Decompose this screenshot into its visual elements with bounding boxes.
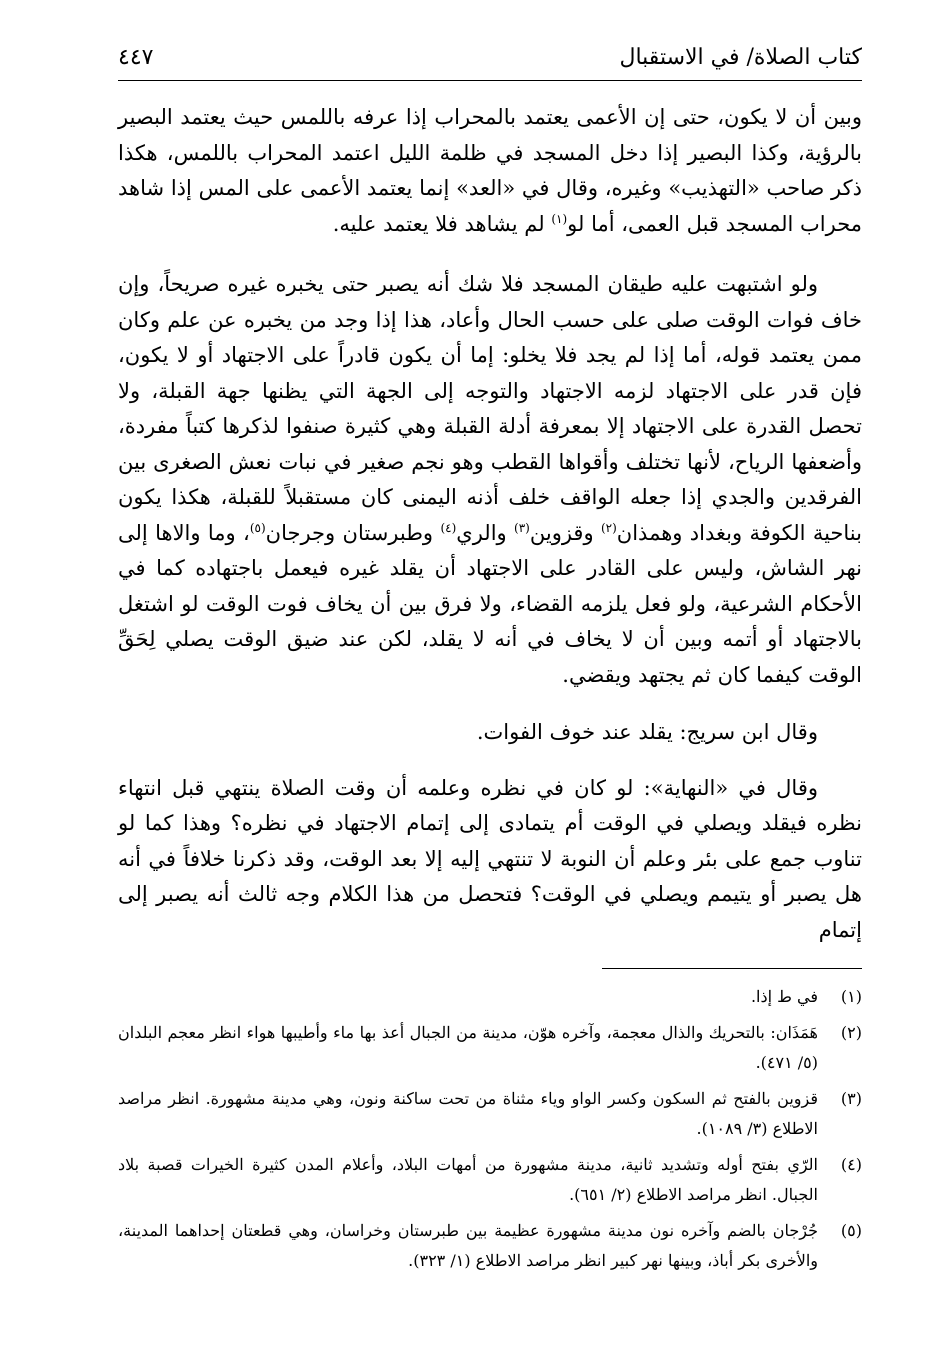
footnote-ref-5: (٥) (249, 520, 266, 535)
footnotes (118, 982, 862, 1282)
footnote-2 (118, 1018, 862, 1078)
footnote-number: (٥) (840, 1221, 862, 1240)
footnote-ref-3: (٣) (514, 520, 530, 535)
paragraph-2-part-3: والري (456, 520, 515, 545)
paragraph-1-tail: لم يشاهد فلا يعتمد عليه. (332, 211, 552, 236)
paragraph-1-text: وبين أن لا يكون، حتى إن الأعمى يعتمد بالمحراب إذا عرفه باللمس حيث يعتمد البصير بالرؤية، وكذا البصير إذا دخل المسجد في ظلمة الليل اعتمد المحراب باللمس، هكذا ذكر صاحب «التهذيب» وغيره، وقال في «العد» إنما يعتمد الأعمى على المس إذا شاهد محراب المسجد قبل العمى، أما لو (118, 105, 862, 236)
paragraph-3-text: وقال ابن سريج: يقلد عند خوف الفوات. (476, 720, 818, 744)
footnote-text: هَمَذَان: بالتحريك والذال معجمة، وآخره هوّن، مدينة من الجبال أعذ بها ماء وأطيبها هواء انظر معجم البلدان (٥/ ٤٧١). (118, 1023, 818, 1072)
paragraph-3 (118, 715, 862, 751)
paragraph-4-text: وقال في «النهاية»: لو كان في نظره وعلمه أن وقت الصلاة ينتهي قبل انتهاء نظره فيقلد ويصلي في الوقت أم يتمادى إلى إتمام الاجتهاد في نظره؟ وهذا كما لو تناوب جمع على بئر وعلم أن النوبة لا تنتهي إليه إلا بعد الوقت، وقد ذكرنا خلافاً في أنه هل يصبر أو يتيمم ويصلي في الوقت؟ فتحصل من هذا الكلام وجه ثالث أنه يصبر إلى إتمام (118, 775, 862, 942)
footnote-text: جُرْجان بالضم وآخره نون مدينة مشهورة عظيمة بين طبرستان وخراسان، وهي قطعتان إحداهما المدينة، والأخرى بكر أباذ، وبينها نهر كبير انظر مراصد الاطلاع (١/ ٣٢٣). (118, 1221, 818, 1270)
footnote-ref-4: (٤) (440, 520, 457, 535)
main-text (118, 100, 862, 948)
footnote-ref-2: (٢) (600, 520, 617, 535)
footnote-number: (٤) (840, 1155, 862, 1174)
paragraph-2-part-2: وقزوين (529, 520, 601, 545)
paragraph-2 (118, 267, 862, 693)
running-title: كتاب الصلاة/ في الاستقبال (619, 45, 862, 70)
footnote-ref-1: (١) (551, 211, 568, 226)
paragraph-4 (118, 771, 862, 949)
footnote-1 (118, 982, 862, 1012)
page-number: ٤٤٧ (118, 45, 154, 70)
footnote-number: (٢) (840, 1023, 862, 1042)
footnote-5 (118, 1216, 862, 1276)
footnote-separator (602, 968, 862, 969)
footnote-text: في ط إذا. (750, 987, 818, 1006)
footnote-3 (118, 1084, 862, 1144)
paragraph-1 (118, 100, 862, 242)
footnote-4 (118, 1150, 862, 1210)
paragraph-2-part-1: ولو اشتبهت عليه طيقان المسجد فلا شك أنه يصبر حتى يخبره غيره صريحاً، وإن خاف فوات الوقت صلى على حسب الحال وأعاد، هذا إذا وجد من يخبره عن علم وكان ممن يعتمد قوله، أما إذا لم يجد فلا يخلو: إما أن يكون قادراً على الاجتهاد أو لا يكون، فإن قدر على الاجتهاد لزمه الاجتهاد والتوجه إلى الجهة التي يظنها جهة القبلة، ولا تحصل القدرة على الاجتهاد إلا بمعرفة أدلة القبلة وهي كثيرة صنفوا لذكرها كتباً مفردة، وأضعفها الرياح، لأنها تختلف وأقواها القطب وهو نجم صغير في نبات نعش الصغرى بين الفرقدين والجدي إذا جعله الواقف خلف أذنه اليمنى كان مستقبلاً للقبلة، هكذا يكون بناحية الكوفة وبغداد وهمذان (118, 272, 863, 545)
paragraph-2-part-4: وطبرستان وجرجان (265, 520, 441, 545)
footnote-text: الرّي بفتح أوله وتشديد ثانية، مدينة مشهورة من أمهات البلاد، وأعلام المدن كثيرة الخيرات قصبة بلاد الجبال. انظر مراصد الاطلاع (٢/ ٦٥١). (118, 1155, 818, 1204)
footnote-text: قزوين بالفتح ثم السكون وكسر الواو وياء مثناة من تحت ساكنة ونون، وهي مدينة مشهورة. انظر مراصد الاطلاع (٣/ ١٠٨٩). (118, 1089, 818, 1138)
page-header (118, 40, 862, 81)
paragraph-2-part-5: ، وما والاها إلى نهر الشاش، وليس على القادر على الاجتهاد أن يقلد غيره فيعمل باجتهاده كما في الأحكام الشرعية، ولو فعل يلزمه القضاء، ولا فرق بين أن يخاف فوت الوقت لو اشتغل بالاجتهاد أو أتمه وبين أن لا يخاف في أنه لا يقلد، لكن عند ضيق الوقت يصلي لِحَقِّ الوقت كيفما كان ثم يجتهد ويقضي. (118, 520, 862, 687)
footnote-number: (١) (840, 987, 862, 1006)
footnote-number: (٣) (840, 1089, 862, 1108)
